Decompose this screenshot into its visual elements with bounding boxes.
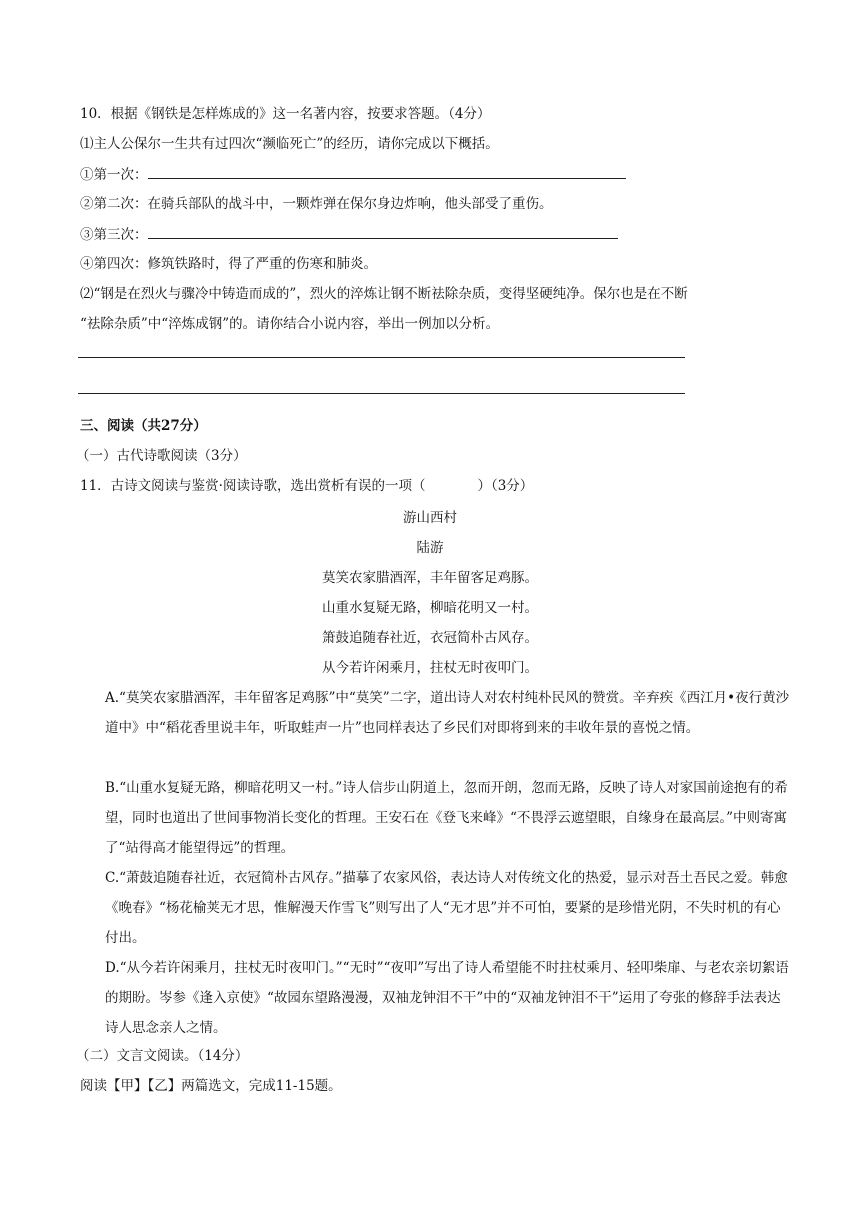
q11-stem-a: 11．古诗文阅读与鉴赏·阅读诗歌，选出赏析有误的一项（	[80, 478, 426, 494]
section3-heading: 三、阅读（共27分）	[80, 418, 207, 434]
q10-item4: ④第四次：修筑铁路时，得了严重的伤寒和肺炎。	[80, 256, 377, 272]
poem-line-2: 山重水复疑无路，柳暗花明又一村。	[322, 600, 538, 616]
answer-blank-3[interactable]	[148, 224, 618, 239]
q10-title: 10．根据《钢铁是怎样炼成的》这一名著内容，按要求答题。（4分）	[80, 106, 491, 122]
section3-part1: （一）古代诗歌阅读（3分）	[76, 448, 247, 464]
poem-line-3: 箫鼓追随春社近，衣冠简朴古风存。	[322, 630, 538, 646]
answer-blank-1[interactable]	[148, 164, 626, 179]
q10-sub1: ⑴主人公保尔一生共有过四次“濒临死亡”的经历，请你完成以下概括。	[80, 136, 499, 152]
q10-item3	[80, 224, 618, 245]
q10-item3-label: ③第三次：	[80, 227, 148, 243]
poem-line-1: 莫笑农家腊酒浑，丰年留客足鸡豚。	[322, 570, 538, 586]
poem-line-4: 从今若许闲乘月，拄杖无时夜叩门。	[322, 660, 538, 676]
option-b: B.“山重水复疑无路，柳暗花明又一村。”诗人信步山阴道上，忽而开朗，忽而无路，反映了诗人对家国前途抱有的希望，同时也道出了世间事物消长变化的哲理。王安石在《登飞来峰》“不畏浮云遮望眼，自缘身在最高层。”中则寄寓了“站得高才能望得远”的哲理。	[105, 780, 788, 856]
answer-line-2[interactable]	[78, 393, 685, 394]
q10-sub2-line2: “祛除杂质”中“淬炼成钢”的。请你结合小说内容，举出一例加以分析。	[80, 316, 500, 332]
section3-part2: （二）文言文阅读。（14分）	[76, 1048, 249, 1064]
q10-sub2-line1: ⑵“钢是在烈火与骤冷中铸造而成的”，烈火的淬炼让钢不断祛除杂质，变得坚硬纯净。保尔也是在不断	[80, 286, 688, 302]
poem-title: 游山西村	[403, 510, 457, 526]
q11-stem	[80, 476, 533, 496]
option-a: A.“莫笑农家腊酒浑，丰年留客足鸡豚”中“莫笑”二字，道出诗人对农村纯朴民风的赞赏。辛弃疾《西江月•夜行黄沙道中》中“稻花香里说丰年，听取蛙声一片”也同样表达了乡民们对即将到来的丰收年景的喜悦之情。	[105, 690, 790, 736]
q10-item1	[80, 164, 626, 185]
q10-item1-label: ①第一次：	[80, 167, 148, 183]
poem-author: 陆游	[416, 540, 444, 556]
option-c: C.“萧鼓追随春社近，衣冠简朴古风存。”描摹了农家风俗，表达诗人对传统文化的热爱，显示对吾土吾民之爱。韩愈《晚春》“杨花榆荚无才思，惟解漫天作雪飞”则写出了人“无才思”并不可怕，要紧的是珍惜光阴，不失时机的有心付出。	[105, 870, 788, 946]
q11-stem-b: ）（3分）	[477, 478, 534, 494]
q10-item2: ②第二次：在骑兵部队的战斗中，一颗炸弹在保尔身边炸响，他头部受了重伤。	[80, 196, 553, 212]
option-d: D.“从今若许闲乘月，拄杖无时夜叩门。”“无时”“夜叩”写出了诗人希望能不时拄杖乘月、轻叩柴扉、与老农亲切絮语的期盼。岑参《逢入京使》“故园东望路漫漫，双袖龙钟泪不干”中的“双袖龙钟泪不干”运用了夸张的修辞手法表达诗人思念亲人之情。	[105, 960, 789, 1036]
answer-line-1[interactable]	[78, 357, 685, 358]
reading-intro: 阅读【甲】【乙】两篇选文，完成11-15题。	[80, 1078, 342, 1094]
